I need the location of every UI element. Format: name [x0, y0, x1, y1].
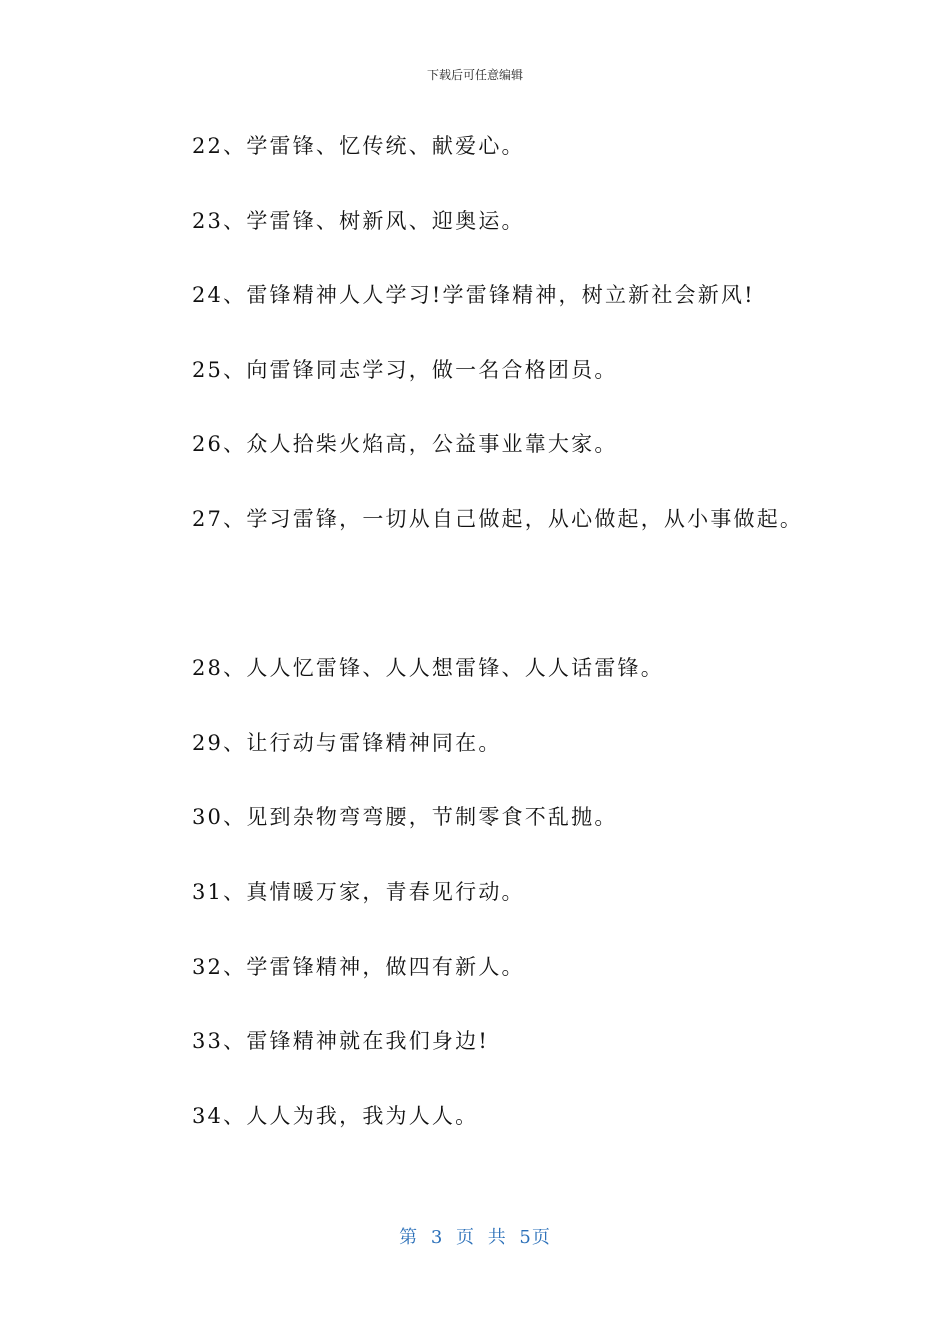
list-item: 25、向雷锋同志学习，做一名合格团员。	[192, 358, 618, 382]
list-item: 28、人人忆雷锋、人人想雷锋、人人话雷锋。	[192, 656, 664, 680]
list-item: 22、学雷锋、忆传统、献爱心。	[192, 134, 525, 158]
page-header: 下载后可任意编辑	[426, 68, 523, 82]
list-item: 30、见到杂物弯弯腰，节制零食不乱抛。	[192, 805, 618, 829]
list-item: 33、雷锋精神就在我们身边!	[192, 1029, 489, 1053]
page-number: 第 3 页 共 5页	[399, 1227, 551, 1248]
list-item: 24、雷锋精神人人学习!学雷锋精神，树立新社会新风!	[192, 283, 755, 307]
list-item: 31、真情暖万家，青春见行动。	[192, 880, 525, 904]
list-item: 32、学雷锋精神，做四有新人。	[192, 955, 525, 979]
list-item: 26、众人拾柴火焰高，公益事业靠大家。	[192, 432, 618, 456]
list-item: 27、学习雷锋，一切从自己做起，从心做起，从小事做起。	[192, 507, 804, 531]
list-item: 23、学雷锋、树新风、迎奥运。	[192, 209, 525, 233]
list-item: 34、人人为我，我为人人。	[192, 1104, 479, 1128]
list-item: 29、让行动与雷锋精神同在。	[192, 731, 502, 755]
